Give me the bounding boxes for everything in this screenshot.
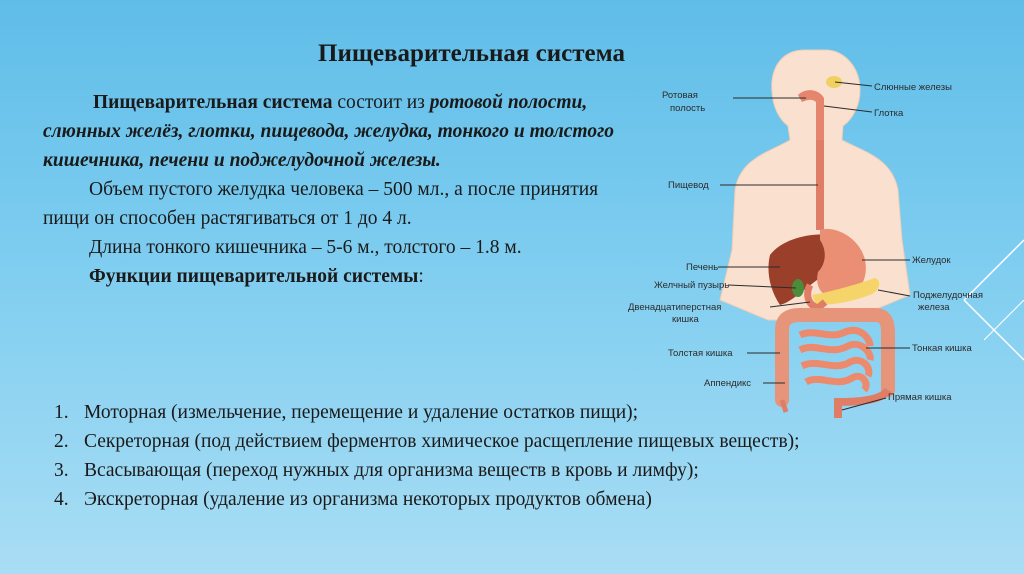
functions-colon: : xyxy=(418,266,424,287)
label-mouth-2: полость xyxy=(670,103,706,114)
label-duodenum-2: кишка xyxy=(672,314,699,325)
label-gallbladder: Желчный пузырь xyxy=(654,280,730,291)
intro-italic: ротовой полости, слюнных желёз, глотки, пищевода, желудка, тонкого и толстого кишечника, печени и поджелудочной железы. xyxy=(43,92,615,171)
intestine-paragraph: Длина тонкого кишечника – 5-6 м., толстого – 1.8 м. xyxy=(89,237,522,258)
label-mouth-1: Ротовая xyxy=(662,90,698,101)
label-liver: Печень xyxy=(686,262,719,273)
label-pancreas-2: железа xyxy=(918,302,950,313)
list-number: 3. xyxy=(54,460,69,481)
list-item xyxy=(54,485,934,514)
functions-heading xyxy=(43,262,623,291)
label-small-intestine: Тонкая кишка xyxy=(912,343,972,354)
list-item xyxy=(54,456,934,485)
list-text: Экскреторная (удаление из организма некоторых продуктов обмена) xyxy=(84,489,652,510)
stomach-paragraph: Объем пустого желудка человека – 500 мл., а после принятия пищи он способен растягиваться от 1 до 4 л. xyxy=(43,179,599,229)
list-text: Моторная (измельчение, перемещение и удаление остатков пищи); xyxy=(84,402,639,423)
list-text: Всасывающая (переход нужных для организма веществ в кровь и лимфу); xyxy=(84,460,699,481)
digestive-system-diagram xyxy=(620,40,983,420)
label-pancreas-1: Поджелудочная xyxy=(913,290,983,301)
label-salivary: Слюнные железы xyxy=(874,82,952,93)
intro-paragraph xyxy=(43,88,623,175)
body-text xyxy=(43,88,623,291)
label-rectum: Прямая кишка xyxy=(888,392,952,403)
list-item xyxy=(54,427,934,456)
list-number: 2. xyxy=(54,431,69,452)
label-appendix: Аппендикс xyxy=(704,378,752,389)
label-esophagus: Пищевод xyxy=(668,180,709,191)
small-intestine xyxy=(800,330,870,390)
list-number: 4. xyxy=(54,489,69,510)
label-duodenum-1: Двенадцатиперстная xyxy=(628,302,722,313)
page-title: Пищеварительная система xyxy=(318,40,625,67)
label-pharynx: Глотка xyxy=(874,108,904,119)
list-text: Секреторная (под действием ферментов химическое расщепление пищевых веществ); xyxy=(84,431,800,452)
intro-plain: состоит из xyxy=(332,92,430,113)
intro-bold: Пищеварительная система xyxy=(93,92,333,113)
functions-heading-text: Функции пищеварительной системы xyxy=(89,266,419,287)
label-stomach: Желудок xyxy=(912,255,951,266)
list-number: 1. xyxy=(54,402,69,423)
label-colon: Толстая кишка xyxy=(668,348,733,359)
